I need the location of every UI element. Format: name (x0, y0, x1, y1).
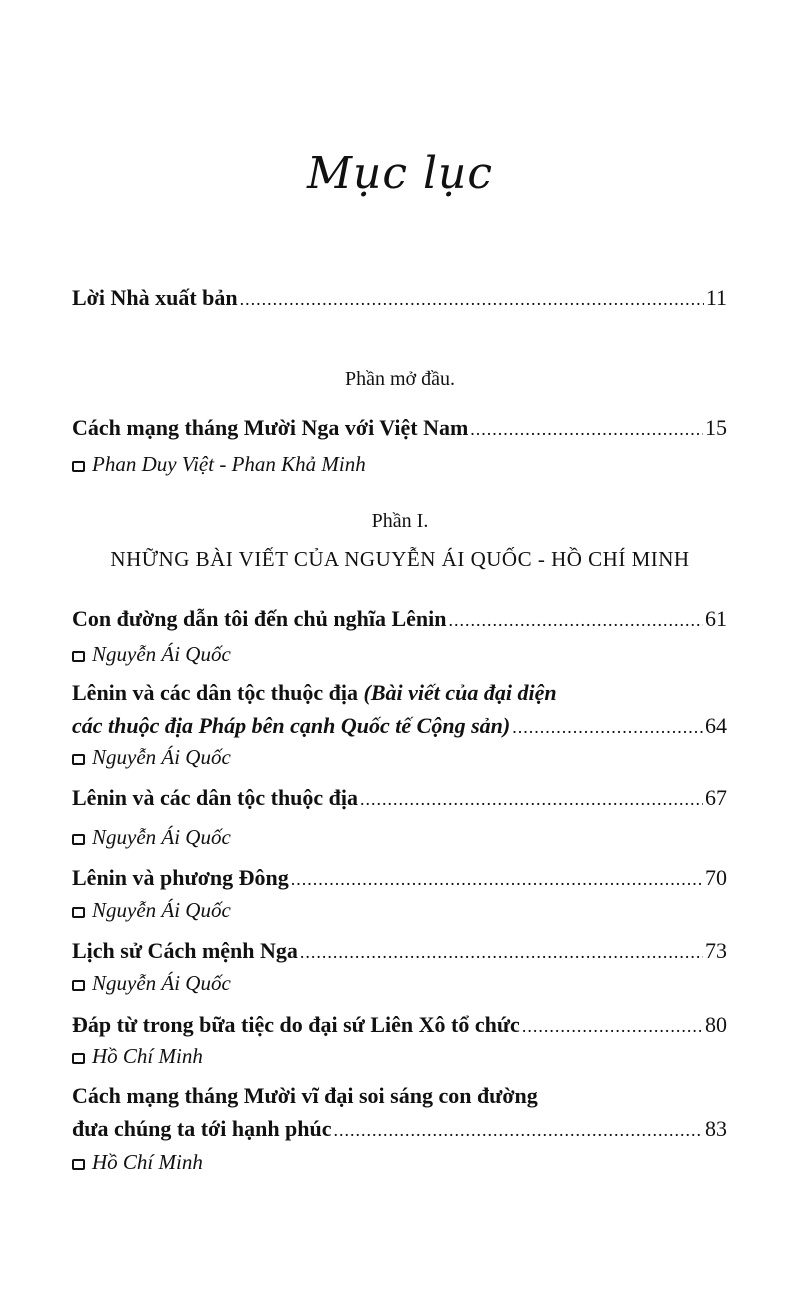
square-bullet-icon (72, 651, 85, 662)
author-name: Nguyễn Ái Quốc (92, 898, 231, 922)
square-bullet-icon (72, 980, 85, 991)
toc-author (72, 642, 231, 667)
page-number: 70 (705, 865, 727, 890)
toc-entry-title: Lênin và các dân tộc thuộc địa (72, 680, 364, 705)
author-name: Hồ Chí Minh (92, 1150, 203, 1174)
author-name: Hồ Chí Minh (92, 1044, 203, 1068)
toc-entry-title (72, 713, 510, 739)
toc-entry[interactable] (72, 785, 727, 811)
toc-author (72, 825, 231, 850)
leader-dots (240, 289, 704, 310)
toc-author (72, 745, 231, 770)
toc-entry-title: Lênin và các dân tộc thuộc địa (72, 785, 359, 810)
author-name: Nguyễn Ái Quốc (92, 971, 231, 995)
toc-entry[interactable] (72, 285, 727, 311)
page-number: 11 (705, 285, 727, 310)
section-heading: NHỮNG BÀI VIẾT CỦA NGUYỄN ÁI QUỐC - HỒ CHÍ MINH (110, 547, 690, 571)
toc-author (72, 898, 231, 923)
leader-dots (334, 1120, 703, 1141)
page-number: 15 (705, 415, 727, 440)
leader-dots (470, 419, 703, 440)
page-number: 73 (705, 938, 727, 963)
toc-entry-title: Con đường dẫn tôi đến chủ nghĩa Lênin (72, 606, 447, 631)
toc-entry-title-line[interactable]: Cách mạng tháng Mười vĩ đại soi sáng con đường (72, 1083, 538, 1108)
square-bullet-icon (72, 754, 85, 765)
toc-entry-title: Lênin và phương Đông (72, 865, 289, 890)
section-label: Phần I. (371, 510, 429, 532)
leader-dots (522, 1016, 703, 1037)
leader-dots (300, 942, 703, 963)
square-bullet-icon (72, 461, 85, 472)
toc-entry[interactable] (72, 713, 727, 739)
toc-entry[interactable] (72, 865, 727, 891)
author-name: Nguyễn Ái Quốc (92, 642, 231, 666)
page-number: 61 (705, 606, 727, 631)
leader-dots (291, 869, 703, 890)
square-bullet-icon (72, 1159, 85, 1170)
toc-entry-subtitle: (Bài viết của đại diện (363, 680, 557, 705)
square-bullet-icon (72, 907, 85, 918)
page-number: 67 (705, 785, 727, 810)
leader-dots (448, 610, 703, 631)
toc-entry[interactable] (72, 938, 727, 964)
leader-dots (512, 717, 703, 738)
toc-author (72, 1150, 203, 1175)
toc-entry-title: Lời Nhà xuất bản (72, 285, 238, 310)
page-number: 64 (705, 713, 727, 738)
square-bullet-icon (72, 1053, 85, 1064)
toc-entry[interactable] (72, 415, 727, 441)
toc-entry[interactable] (72, 1116, 727, 1142)
toc-entry-title: đưa chúng ta tới hạnh phúc (72, 1116, 332, 1141)
toc-author (72, 971, 231, 996)
toc-entry[interactable] (72, 606, 727, 632)
author-name: Nguyễn Ái Quốc (92, 825, 231, 849)
toc-entry[interactable] (72, 1012, 727, 1038)
toc-author (72, 1044, 203, 1069)
page-number: 80 (705, 1012, 727, 1037)
toc-entry-title: Đáp từ trong bữa tiệc do đại sứ Liên Xô tổ chức (72, 1012, 520, 1037)
toc-entry-subtitle: các thuộc địa Pháp bên cạnh Quốc tế Cộng sản) (72, 713, 511, 738)
page-title: Mục lục (306, 148, 494, 199)
toc-author (72, 452, 366, 477)
toc-entry-title: Lịch sử Cách mệnh Nga (72, 938, 298, 963)
author-name: Phan Duy Việt - Phan Khả Minh (92, 452, 366, 476)
leader-dots (360, 789, 703, 810)
page-number: 83 (705, 1116, 727, 1141)
square-bullet-icon (72, 834, 85, 845)
section-label: Phần mở đầu. (344, 368, 455, 390)
toc-entry-title: Cách mạng tháng Mười Nga với Việt Nam (72, 415, 469, 440)
toc-entry-title-line[interactable] (72, 680, 557, 706)
author-name: Nguyễn Ái Quốc (92, 745, 231, 769)
